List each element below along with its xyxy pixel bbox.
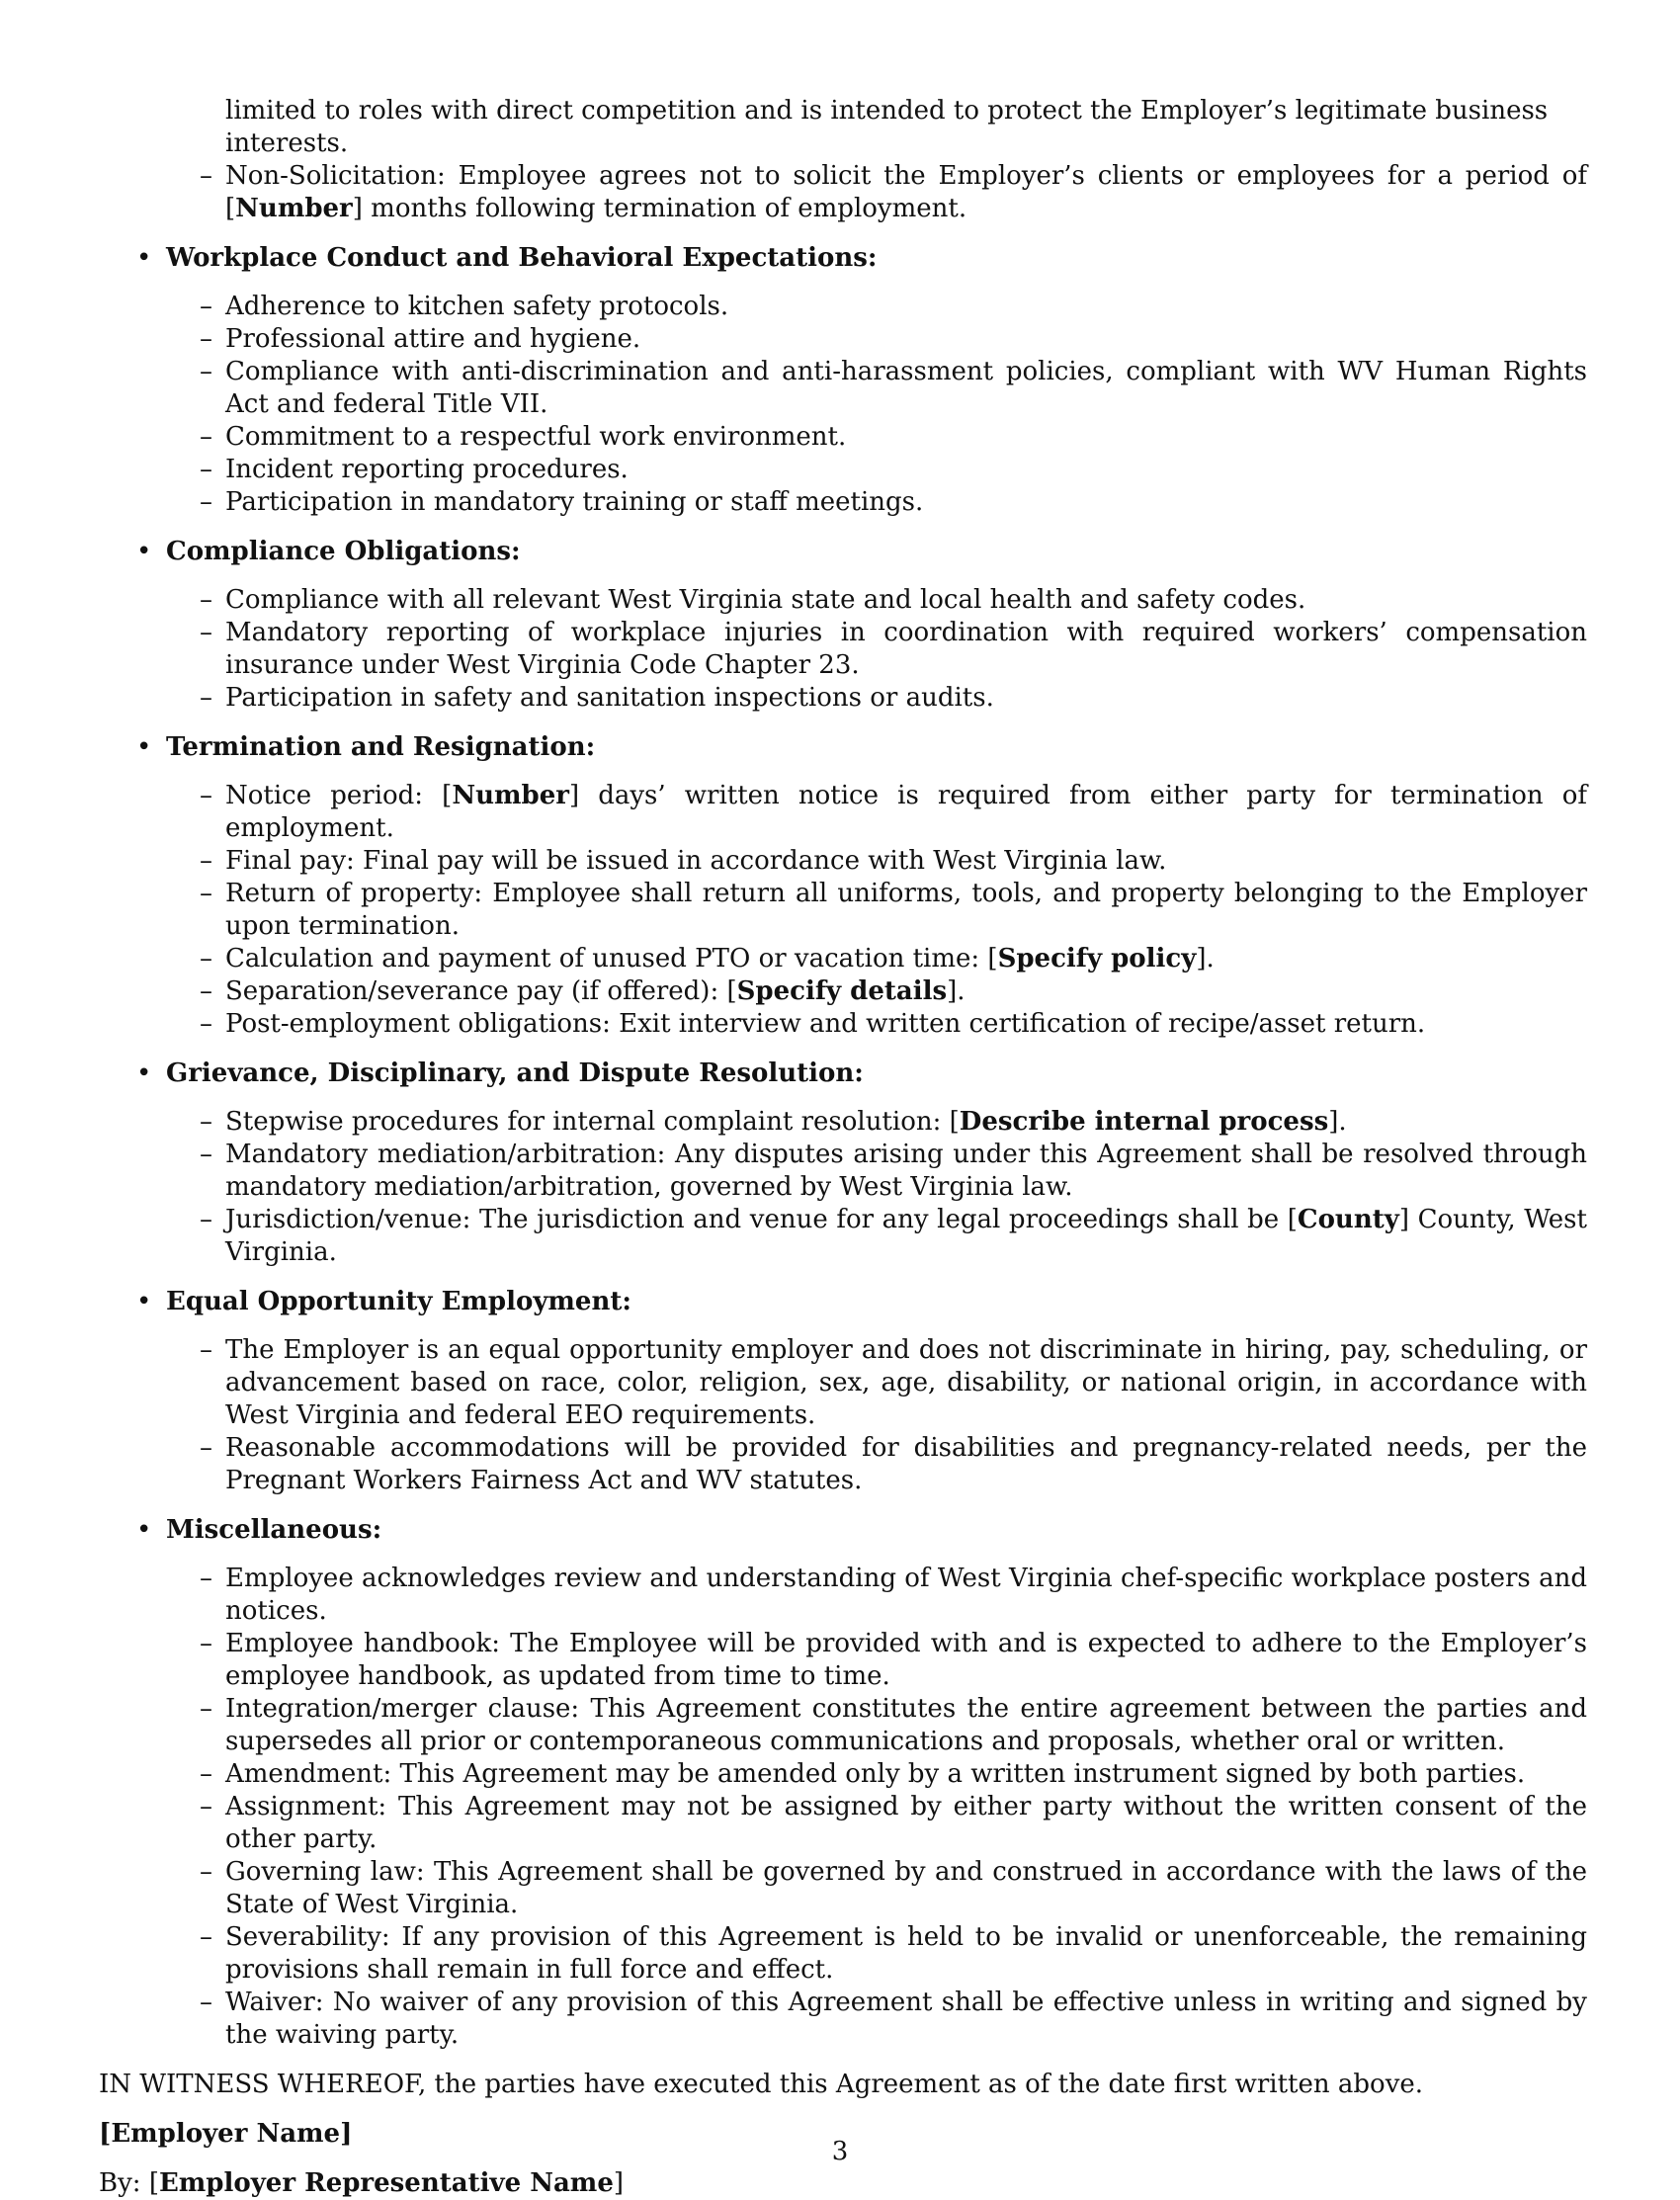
list-item: – Amendment: This Agreement may be amended only by a written instrument signed by both parties. bbox=[200, 1759, 1526, 1789]
non-solicitation-item: – Non-Solicitation: Employee agrees not to solicit the Employer’s clients or employees for a period of [Number] months following termination of employment. bbox=[200, 161, 1587, 223]
noncompete-continuation: limited to roles with direct competition and is intended to protect the Employer’s legitimate business interests. bbox=[225, 96, 1549, 158]
list-item: – Mandatory mediation/arbitration: Any disputes arising under this Agreement shall be resolved through mandatory mediation/arbitration, governed by West Virginia law. bbox=[200, 1140, 1587, 1202]
list-item: – Reasonable accommodations will be provided for disabilities and pregnancy-related needs, per the Pregnant Workers Fairness Act and WV statutes. bbox=[200, 1433, 1587, 1495]
list-item: – Final pay: Final pay will be issued in accordance with West Virginia law. bbox=[200, 846, 1167, 876]
employer-name-line: [Employer Name] bbox=[99, 2119, 353, 2149]
section-heading-termination: • Termination and Resignation: bbox=[136, 732, 596, 762]
list-item: – Assignment: This Agreement may not be assigned by either party without the written consent of the other party. bbox=[200, 1792, 1587, 1854]
list-item: – Stepwise procedures for internal complaint resolution: [Describe internal process]. bbox=[200, 1107, 1347, 1137]
list-item: – Integration/merger clause: This Agreement constitutes the entire agreement between the parties and supersedes all prior or contemporaneous communications and proposals, whether oral or written. bbox=[200, 1694, 1587, 1756]
section-heading-conduct: • Workplace Conduct and Behavioral Expectations: bbox=[136, 243, 878, 273]
placeholder-number: Number bbox=[452, 781, 569, 810]
witness-clause: IN WITNESS WHEREOF, the parties have executed this Agreement as of the date first written above. bbox=[99, 2070, 1424, 2099]
page-number: 3 bbox=[831, 2137, 849, 2166]
section-heading-misc: • Miscellaneous: bbox=[136, 1515, 382, 1545]
placeholder-process: Describe internal process bbox=[959, 1107, 1329, 1137]
bullet-marker: • bbox=[136, 537, 152, 566]
bullet-marker: • bbox=[136, 1515, 152, 1545]
list-item: – Employee acknowledges review and understanding of West Virginia chef-specific workplace posters and notices. bbox=[200, 1564, 1587, 1626]
bullet-marker: • bbox=[136, 1287, 152, 1316]
list-item: – Employee handbook: The Employee will be provided with and is expected to adhere to the Employer’s employee handbook, as updated from time to time. bbox=[200, 1629, 1587, 1691]
section-heading-compliance: • Compliance Obligations: bbox=[136, 537, 521, 566]
list-item: – Post-employment obligations: Exit interview and written certification of recipe/asset return. bbox=[200, 1009, 1426, 1039]
section-heading-eeo: • Equal Opportunity Employment: bbox=[136, 1287, 631, 1316]
list-item: – Commitment to a respectful work environment. bbox=[200, 422, 847, 452]
list-item: – Incident reporting procedures. bbox=[200, 455, 629, 484]
list-item: – Participation in mandatory training or staff meetings. bbox=[200, 487, 924, 517]
document-page bbox=[99, 95, 1587, 2200]
list-item: – Mandatory reporting of workplace injuries in coordination with required workers’ compensation insurance under West Virginia Code Chapter 23. bbox=[200, 618, 1587, 680]
list-item: – Professional attire and hygiene. bbox=[200, 324, 641, 354]
list-item: – Adherence to kitchen safety protocols. bbox=[200, 292, 729, 321]
list-item: – Notice period: [Number] days’ written notice is required from either party for termination of employment. bbox=[200, 781, 1587, 843]
bullet-marker: • bbox=[136, 1058, 152, 1088]
placeholder-employer-name: Employer Name bbox=[111, 2119, 341, 2149]
section-heading-grievance: • Grievance, Disciplinary, and Dispute Resolution: bbox=[136, 1058, 864, 1088]
list-item: – Return of property: Employee shall return all uniforms, tools, and property belonging to the Employer upon termination. bbox=[200, 879, 1587, 941]
list-item: – Compliance with all relevant West Virginia state and local health and safety codes. bbox=[200, 585, 1306, 615]
placeholder-details: Specify details bbox=[736, 976, 948, 1006]
placeholder-county: County bbox=[1297, 1205, 1399, 1234]
list-item: – Waiver: No waiver of any provision of this Agreement shall be effective unless in writing and signed by the waiving party. bbox=[200, 1988, 1587, 2050]
list-item: – Separation/severance pay (if offered): [Specify details]. bbox=[200, 976, 966, 1006]
list-item: – Jurisdiction/venue: The jurisdiction and venue for any legal proceedings shall be [County] County, West Virginia. bbox=[200, 1205, 1587, 1267]
placeholder-number: Number bbox=[235, 194, 353, 223]
placeholder-representative-name: Employer Representative Name bbox=[158, 2168, 614, 2198]
list-item: – Severability: If any provision of this Agreement is held to be invalid or unenforceable, the remaining provisions shall remain in full force and effect. bbox=[200, 1922, 1587, 1985]
list-item: – Compliance with anti-discrimination and anti-harassment policies, compliant with WV Human Rights Act and federal Title VII. bbox=[200, 357, 1587, 419]
list-item: – Calculation and payment of unused PTO or vacation time: [Specify policy]. bbox=[200, 944, 1215, 973]
dash-marker: – bbox=[200, 161, 212, 191]
bullet-marker: • bbox=[136, 243, 152, 273]
placeholder-policy: Specify policy bbox=[997, 944, 1197, 973]
list-item: – Governing law: This Agreement shall be governed by and construed in accordance with the laws of the State of West Virginia. bbox=[200, 1857, 1587, 1919]
list-item: – Participation in safety and sanitation inspections or audits. bbox=[200, 683, 994, 713]
representative-line: By: [Employer Representative Name] bbox=[99, 2168, 625, 2198]
bullet-marker: • bbox=[136, 732, 152, 762]
list-item: – The Employer is an equal opportunity employer and does not discriminate in hiring, pay, scheduling, or advancement based on race, color, religion, sex, age, disability, or national origin, in accordance with West Virginia and federal EEO requirements. bbox=[200, 1335, 1587, 1430]
